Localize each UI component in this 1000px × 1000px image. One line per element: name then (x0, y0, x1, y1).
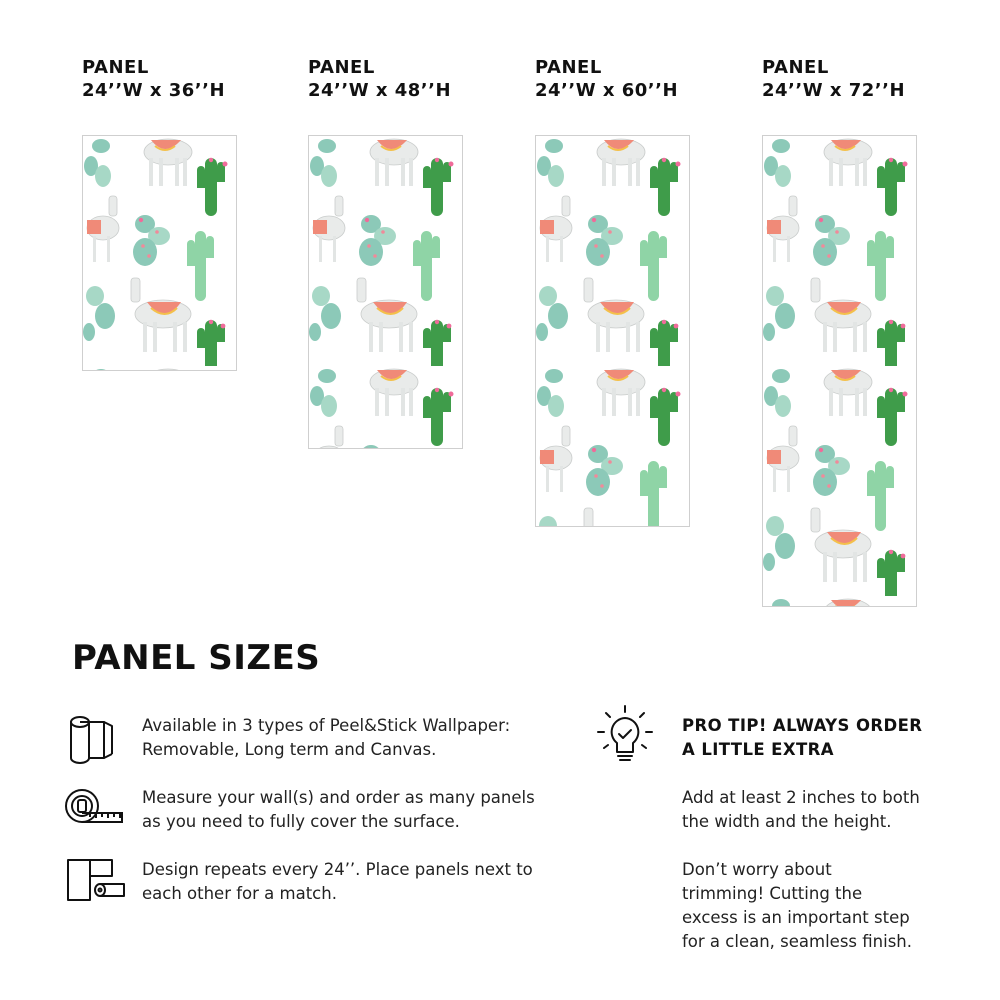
pro-tip-paragraph-1: Add at least 2 inches to both the width and the height. (682, 788, 920, 831)
panel-title: PANEL (762, 57, 829, 78)
panel-preview-36 (82, 135, 237, 371)
panel-preview-48 (308, 135, 463, 449)
feature-wallpaper-types (62, 714, 562, 784)
panel-size: 24’’W x 36’’H (82, 80, 226, 101)
feature-text: Available in 3 types of Peel&Stick Wallpaper: Removable, Long term and Canvas. (142, 716, 511, 759)
feature-text: Design repeats every 24’’. Place panels next to each other for a match. (142, 860, 533, 903)
wallpaper-pattern-image (536, 136, 690, 527)
panel-preview-72 (762, 135, 917, 607)
pro-tip-paragraph-2: Don’t worry about trimming! Cutting the excess is an important step for a clean, seamless finish. (682, 860, 912, 951)
wallpaper-pattern-image (309, 136, 463, 449)
panel-size: 24’’W x 60’’H (535, 80, 679, 101)
feature-measure-wall (62, 786, 562, 856)
panel-size: 24’’W x 72’’H (762, 80, 906, 101)
panel-title: PANEL (82, 57, 149, 78)
panel-title: PANEL (535, 57, 602, 78)
panel-label-60 (535, 56, 678, 102)
panel-title: PANEL (308, 57, 375, 78)
panel-label-36 (82, 56, 225, 102)
wallpaper-roll-icon (62, 714, 128, 768)
feature-design-repeats (62, 858, 562, 928)
panel-label-48 (308, 56, 451, 102)
panel-preview-60 (535, 135, 690, 527)
wallpaper-pattern-image (763, 136, 917, 607)
panel-label-72 (762, 56, 905, 102)
panel-repeat-icon (62, 858, 128, 912)
feature-text: Measure your wall(s) and order as many panels as you need to fully cover the surface. (142, 788, 535, 831)
panel-size: 24’’W x 48’’H (308, 80, 452, 101)
section-title: PANEL SIZES (72, 638, 321, 678)
lightbulb-icon (596, 704, 654, 770)
tape-measure-icon (62, 786, 128, 840)
wallpaper-pattern-image (83, 136, 237, 371)
pro-tip-title: PRO TIP! ALWAYS ORDER A LITTLE EXTRA (682, 716, 923, 759)
